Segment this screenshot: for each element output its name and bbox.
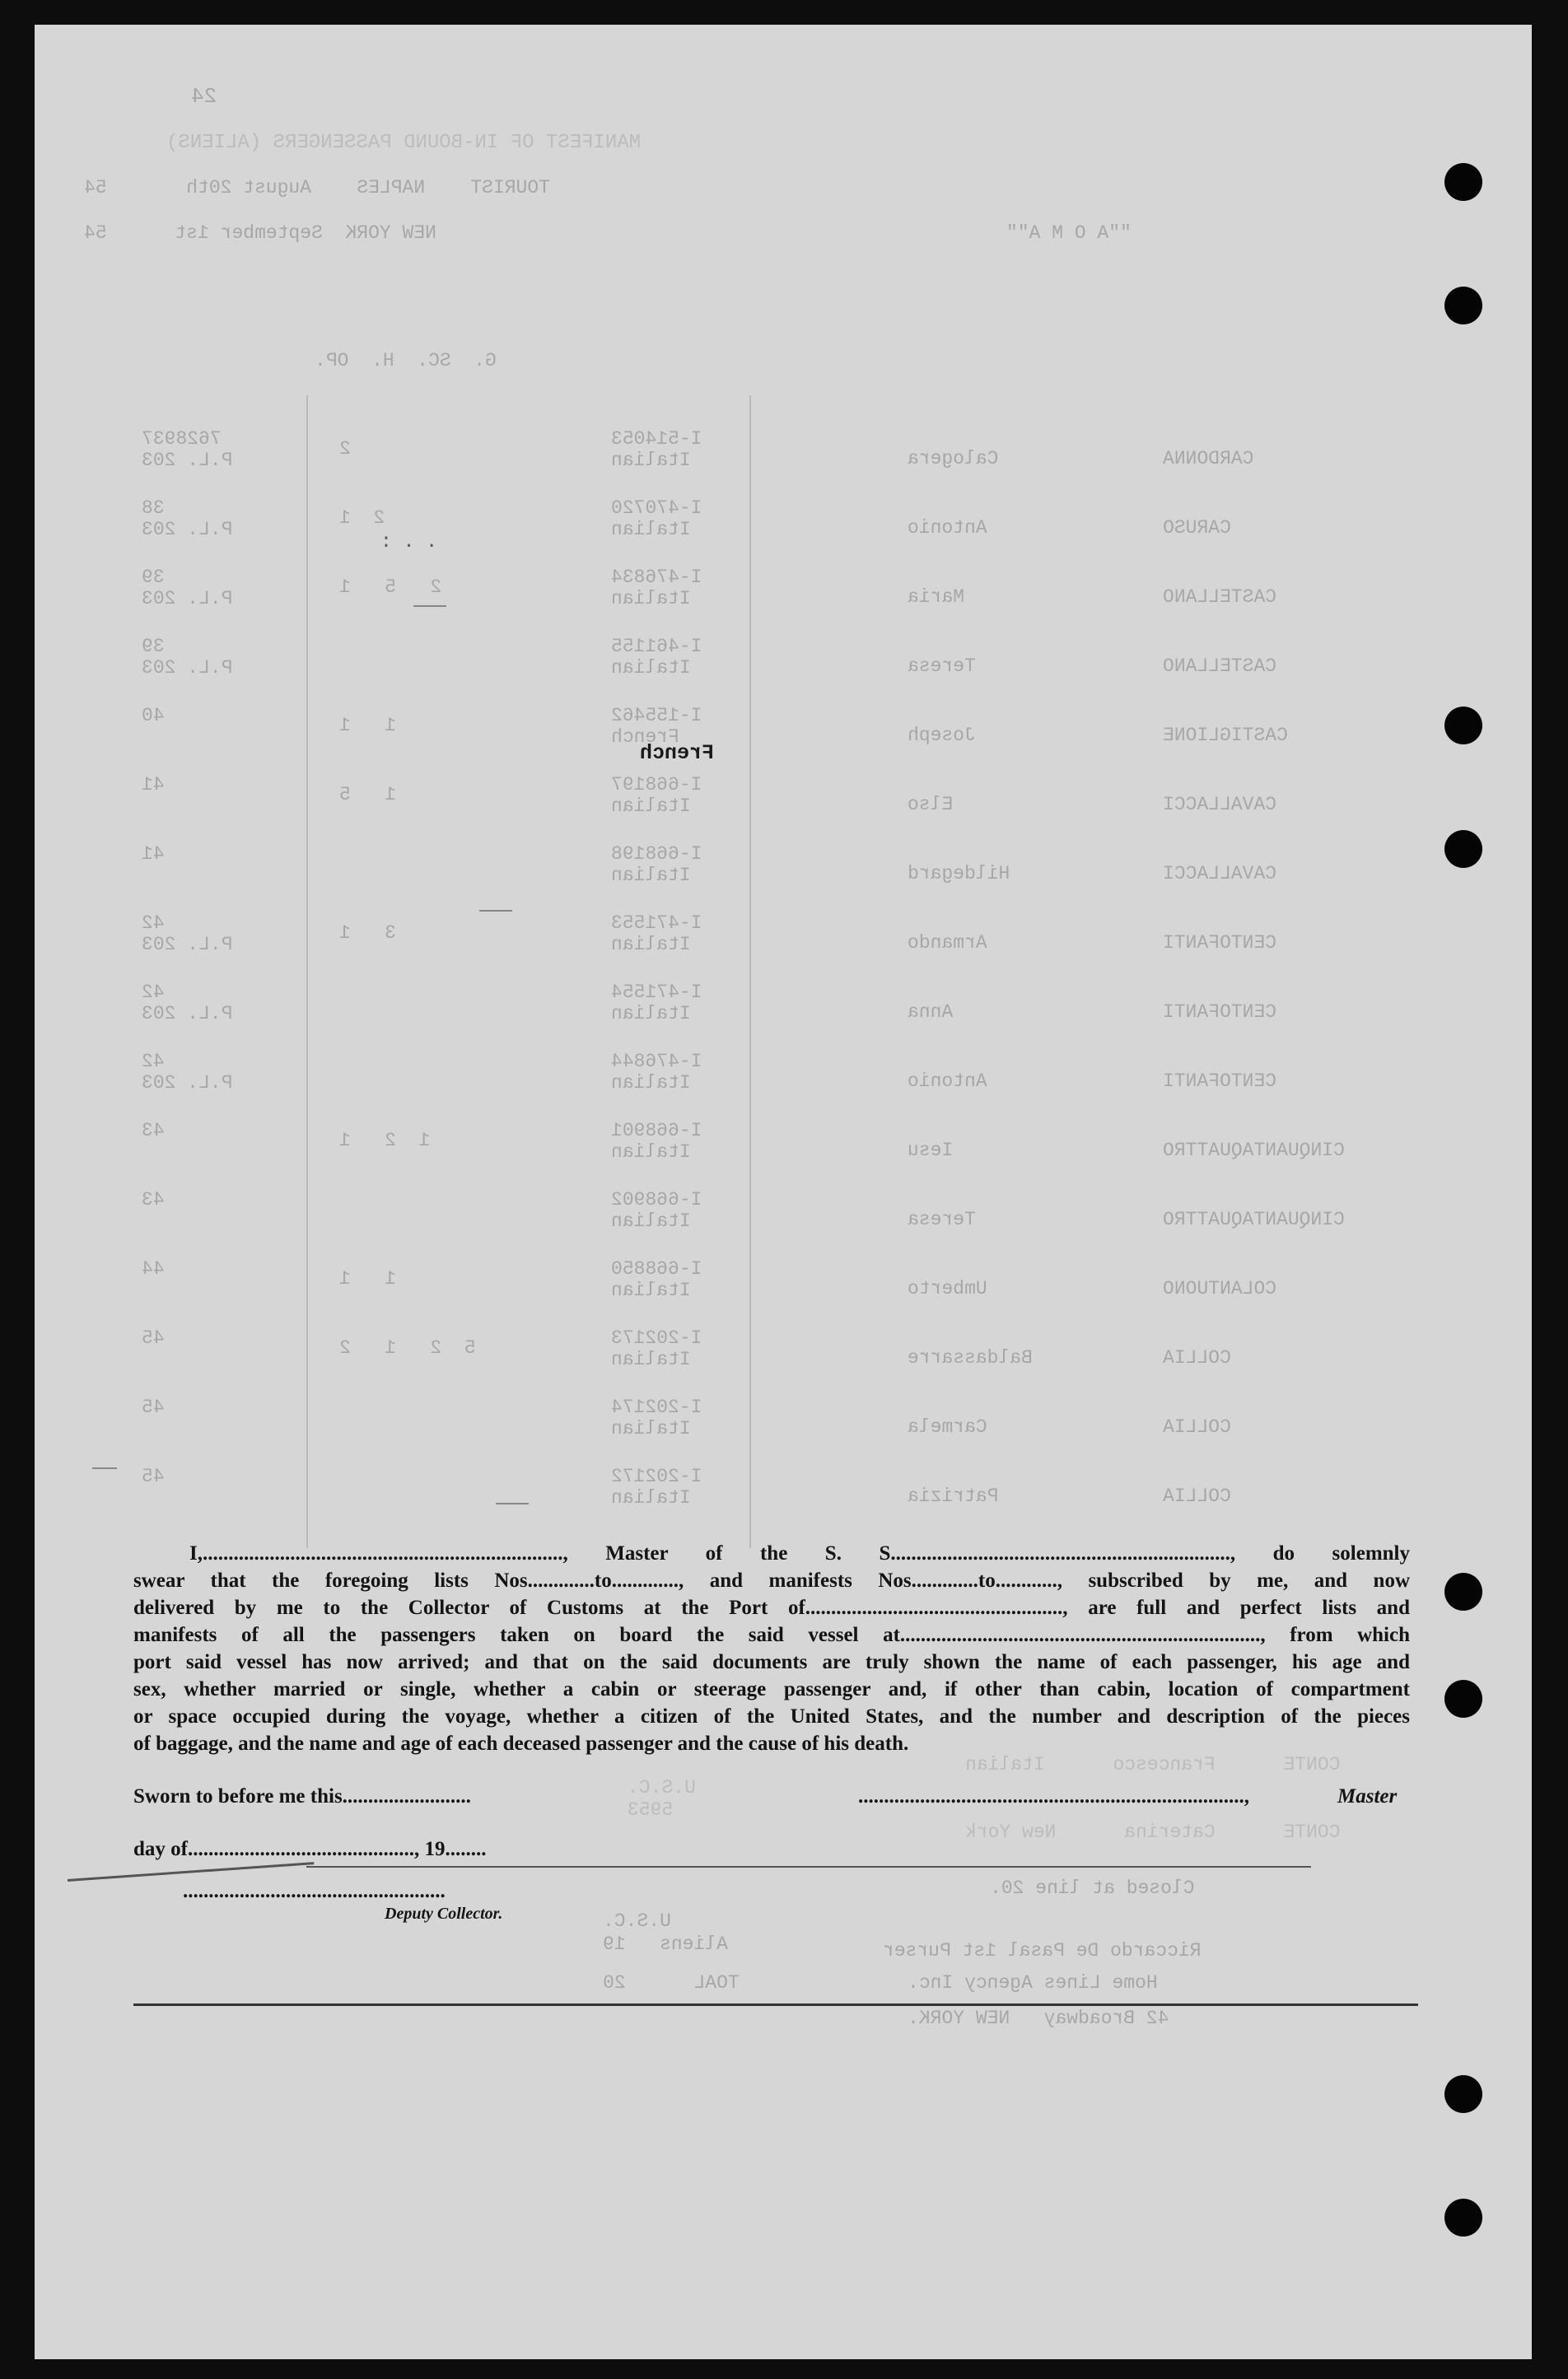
passenger-ref: 39 [142, 636, 165, 657]
punch-hole-icon [1444, 163, 1482, 201]
passenger-ref: 45 [142, 1327, 165, 1349]
column-rule [306, 395, 308, 1548]
ship-name: ""A O M A"" [1006, 222, 1132, 244]
passenger-id: I-470720 [611, 497, 702, 519]
ghost-address: 42 Broadway NEW YORK. [908, 2008, 1169, 2029]
passenger-id: I-471553 [611, 912, 702, 934]
passenger-given-name: Teresa [908, 655, 976, 677]
oath-line: manifests of all the passengers taken on board the said vessel at......................................................................, from which [133, 1624, 1410, 1646]
passenger-pl: P.L. 203 [142, 588, 233, 609]
ghost-conte-1: CONTE Francesco Italian [965, 1754, 1341, 1775]
manifest-page [35, 25, 1532, 2359]
passenger-ref: 7628937 [142, 428, 222, 450]
stray-dash [496, 1503, 529, 1504]
passenger-surname: CINQUANTAQUATTRO [1163, 1209, 1345, 1230]
passenger-nationality: Italian [611, 1003, 691, 1024]
header-faint: MANIFEST OF IN-BOUND PASSENGERS (ALIENS) [166, 132, 642, 154]
ghost-number: 5953 [628, 1799, 674, 1821]
ghost-usc: U.S.C. [628, 1777, 696, 1798]
passenger-nationality: Italian [611, 1072, 691, 1094]
passenger-surname: COLANTUONO [1163, 1278, 1277, 1299]
passenger-id: I-155462 [611, 705, 702, 726]
passenger-id: I-668901 [611, 1120, 702, 1141]
stray-dash [413, 605, 446, 607]
passenger-nationality: Italian [611, 657, 691, 679]
ghost-agency: Home Lines Agency Inc. [908, 1972, 1158, 1994]
passenger-surname: CASTELLANO [1163, 586, 1277, 608]
passenger-given-name: Armando [908, 932, 987, 954]
passenger-ref: 42 [142, 982, 165, 1003]
ghost-closed-note: Closed at line 20. [990, 1878, 1195, 1899]
passenger-id: I-476834 [611, 567, 702, 588]
header-line-1: TOURIST NAPLES August 20th 54 [84, 177, 550, 198]
passenger-nationality: Italian [611, 1280, 691, 1301]
pen-stroke [68, 1862, 314, 1882]
passenger-id: I-514053 [611, 428, 702, 450]
header-line-2: NEW YORK September 1st 54 [84, 222, 436, 244]
passenger-counts: 5 2 1 2 [339, 1337, 476, 1359]
passenger-counts: 1 2 1 [339, 1130, 431, 1151]
passenger-id: I-668850 [611, 1258, 702, 1280]
passenger-given-name: Elso [908, 794, 954, 815]
passenger-nationality: French [611, 726, 679, 748]
passenger-given-name: Teresa [908, 1209, 976, 1230]
sworn-line: Sworn to before me this......................... [133, 1785, 471, 1808]
passenger-id: I-461155 [611, 636, 702, 657]
passenger-surname: CENTOFANTI [1163, 1001, 1277, 1023]
passenger-ref: 45 [142, 1397, 165, 1418]
oath-line: sex, whether married or single, whether a cabin or steerage passenger and, if other than cabin, location of compartment [133, 1678, 1410, 1700]
passenger-ref: 42 [142, 912, 165, 934]
column-codes: G. SC. H. OP. [315, 350, 497, 371]
punch-hole-icon [1444, 1680, 1482, 1718]
ink-blot-nationality: French [640, 741, 715, 765]
passenger-surname: CINQUANTAQUATTRO [1163, 1140, 1345, 1161]
passenger-id: I-668197 [611, 774, 702, 795]
passenger-given-name: Hildegard [908, 863, 1010, 884]
passenger-given-name: Calogera [908, 448, 999, 469]
passenger-pl: P.L. 203 [142, 934, 233, 955]
passenger-counts: 2 1 [339, 507, 385, 529]
page-number: 24 [191, 84, 217, 109]
passenger-nationality: Italian [611, 1349, 691, 1370]
passenger-counts: 3 1 [339, 922, 397, 944]
ghost-usc-2: U.S.C. [603, 1910, 671, 1932]
passenger-given-name: Maria [908, 586, 965, 608]
passenger-pl: P.L. 203 [142, 519, 233, 540]
passenger-given-name: Umberto [908, 1278, 987, 1299]
ghost-purser: Riccardo De Pasal 1st Purser [883, 1940, 1202, 1962]
passenger-ref: 44 [142, 1258, 165, 1280]
passenger-id: I-471554 [611, 982, 702, 1003]
passenger-counts: 2 [339, 438, 351, 459]
stray-dash [479, 910, 512, 912]
passenger-counts: 1 1 [339, 1268, 397, 1290]
punch-hole-icon [1444, 2075, 1482, 2113]
passenger-nationality: Italian [611, 1487, 691, 1509]
passenger-nationality: Italian [611, 865, 691, 886]
column-rule [749, 395, 751, 1548]
passenger-surname: CAVALLACCI [1163, 863, 1277, 884]
passenger-ref: 39 [142, 567, 165, 588]
passenger-nationality: Italian [611, 934, 691, 955]
passenger-nationality: Italian [611, 450, 691, 471]
passenger-ref: 40 [142, 705, 165, 726]
passenger-given-name: Anna [908, 1001, 954, 1023]
master-signature-line: ..........................................................................., [858, 1785, 1249, 1808]
passenger-pl: P.L. 203 [142, 1072, 233, 1094]
oath-line: of baggage, and the name and age of each deceased passenger and the cause of his death. [133, 1733, 909, 1755]
passenger-counts: 1 5 [339, 784, 397, 805]
bottom-rule [133, 2003, 1418, 2006]
passenger-given-name: Baldassarre [908, 1347, 1033, 1369]
passenger-id: I-202172 [611, 1466, 702, 1487]
passenger-given-name: Patrizia [908, 1486, 999, 1507]
oath-line: I,......................................................................, Master of the S. S.................................................................., do solemnly [189, 1542, 1410, 1565]
oath-line: port said vessel has now arrived; and that on the said documents are truly shown the name of each passenger, his age and [133, 1651, 1410, 1673]
passenger-surname: CARDONNA [1163, 448, 1254, 469]
oath-statement [133, 1540, 1410, 1757]
passenger-given-name: Antonio [908, 1071, 987, 1092]
stray-dash [92, 1467, 117, 1469]
passenger-ref: 43 [142, 1189, 165, 1210]
passenger-surname: CENTOFANTI [1163, 1071, 1277, 1092]
master-label: Master [1337, 1785, 1398, 1808]
passenger-surname: CENTOFANTI [1163, 932, 1277, 954]
passenger-surname: COLLIA [1163, 1486, 1231, 1507]
passenger-ref: 45 [142, 1466, 165, 1487]
deputy-signature-line: ................................................... [183, 1880, 446, 1902]
passenger-given-name: Antonio [908, 517, 987, 539]
passenger-id: I-202174 [611, 1397, 702, 1418]
passenger-nationality: Italian [611, 1418, 691, 1439]
stray-marks: : . . [380, 531, 438, 553]
ghost-conte-2: CONTE Caterina New York [965, 1822, 1341, 1843]
deputy-label: Deputy Collector. [385, 1905, 503, 1923]
passenger-ref: 42 [142, 1051, 165, 1072]
passenger-pl: P.L. 203 [142, 450, 233, 471]
oath-line: or space occupied during the voyage, whether a citizen of the United States, and the number and description of the pieces [133, 1705, 1410, 1728]
passenger-id: I-202173 [611, 1327, 702, 1349]
passenger-given-name: Joseph [908, 725, 976, 746]
passenger-id: I-476844 [611, 1051, 702, 1072]
passenger-nationality: Italian [611, 1210, 691, 1232]
passenger-ref: 41 [142, 774, 165, 795]
passenger-nationality: Italian [611, 1141, 691, 1163]
passenger-surname: CASTELLANO [1163, 655, 1277, 677]
passenger-ref: 43 [142, 1120, 165, 1141]
passenger-nationality: Italian [611, 795, 691, 817]
passenger-surname: CASTIGLIONE [1163, 725, 1288, 746]
ghost-aliens-count: Aliens 19 [603, 1934, 728, 1955]
passenger-given-name: Iesu [908, 1140, 954, 1161]
passenger-nationality: Italian [611, 588, 691, 609]
punch-hole-icon [1444, 707, 1482, 744]
oath-line: delivered by me to the Collector of Customs at the Port of.................................................., are full and perfect lists and [133, 1597, 1410, 1619]
passenger-counts: 2 5 1 [339, 576, 442, 598]
passenger-id: I-668198 [611, 843, 702, 865]
oath-line: swear that the foregoing lists Nos.............to............., and manifests Nos.............to............, subscribed by me, and now [133, 1570, 1410, 1592]
passenger-surname: COLLIA [1163, 1416, 1231, 1438]
punch-hole-icon [1444, 1573, 1482, 1611]
passenger-surname: CAVALLACCI [1163, 794, 1277, 815]
passenger-ref: 41 [142, 843, 165, 865]
passenger-surname: CARUSO [1163, 517, 1231, 539]
punch-hole-icon [1444, 287, 1482, 324]
ghost-total: TOAL 20 [603, 1972, 740, 1994]
passenger-nationality: Italian [611, 519, 691, 540]
punch-hole-icon [1444, 830, 1482, 868]
passenger-pl: P.L. 203 [142, 1003, 233, 1024]
passenger-given-name: Carmela [908, 1416, 987, 1438]
passenger-id: I-668902 [611, 1189, 702, 1210]
punch-hole-icon [1444, 2199, 1482, 2237]
passenger-pl: P.L. 203 [142, 657, 233, 679]
passenger-ref: 38 [142, 497, 165, 519]
day-line: day of............................................, 19........ [133, 1838, 487, 1860]
passenger-surname: COLLIA [1163, 1347, 1231, 1369]
divider-rule [306, 1866, 1311, 1868]
passenger-counts: 1 1 [339, 715, 397, 736]
